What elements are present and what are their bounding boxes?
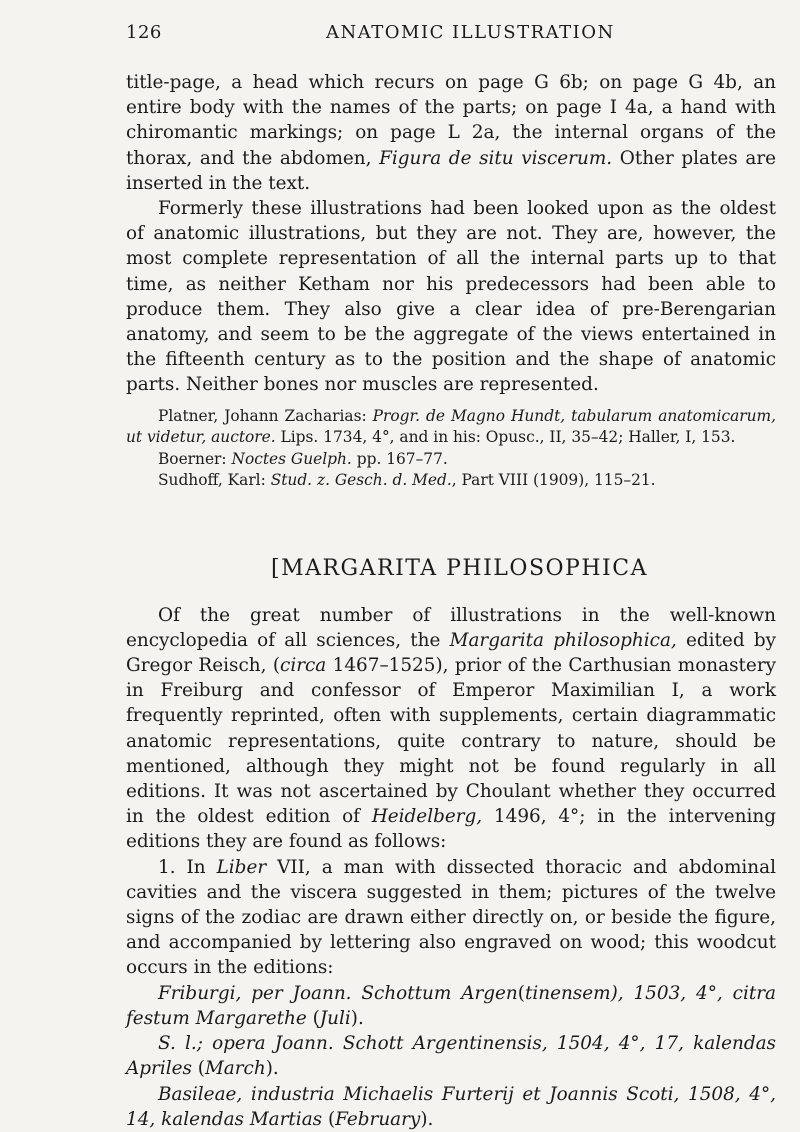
reference-platner: Platner, Johann Zacharias: Progr. de Magno Hundt, tabularum anatomicarum, ut videtur, auctore. Lips. 1734, 4°, and in his: Opusc., II, 35–42; Haller, I, 153. bbox=[126, 406, 776, 447]
section-heading: [MARGARITA PHILOSOPHICA bbox=[271, 555, 648, 581]
reference-boerner: Boerner: Noctes Guelph. pp. 167–77. bbox=[158, 449, 448, 468]
paragraph-continued: title-page, a head which recurs on page G 6b; on page G 4b, an entire body with the names of the parts; on page I 4a, a hand with chiromantic markings; on page L 2a, the internal organs of the thorax, and the abdomen, Figura de situ viscerum. Other plates are inserted in the text. bbox=[126, 72, 776, 194]
edition-entry: Friburgi, per Joann. Schottum Argen(tinensem), 1503, 4°, citra festum Margarethe (Juli). bbox=[126, 982, 776, 1029]
paragraph-liber-vii: 1. In Liber VII, a man with dissected thoracic and abdominal cavities and the viscera suggested in them; pictures of the twelve signs of the zodiac are drawn either directly on, or beside the figure, and accompanied by lettering also engraved on wood; this woodcut occurs in the editions: bbox=[126, 856, 776, 979]
reference-sudhoff: Sudhoff, Karl: Stud. z. Gesch. d. Med., Part VIII (1909), 115–21. bbox=[158, 471, 656, 490]
paragraph-illustrations-assessment: Formerly these illustrations had been looked upon as the oldest of anatomic illustrations, but they are not. They are, however, the most complete representation of all the internal parts up to that time, as neither Ketham nor his predecessors had been able to produce them. They also give a clear idea of pre-Berengarian anatomy, and seem to be the aggregate of the views entertained in the fifteenth century as to the position and the shape of anatomic parts. Neither bones nor muscles are represented. bbox=[126, 198, 776, 396]
paragraph-margarita-intro: Of the great number of illustrations in the well-known encyclopedia of all sciences, the Margarita philosophica, edited by Gregor Reisch, (circa 1467–1525), prior of the Carthusian monastery in Freiburg and confessor of Emperor Maximilian I, a work frequently reprinted, often with supplements, certain diagrammatic anatomic representations, quite contrary to nature, should be mentioned, although they might not be found regularly in all editions. It was not ascertained by Choulant whether they occurred in the oldest edition of Heidelberg, 1496, 4°; in the intervening editions they are found as follows: bbox=[126, 604, 776, 853]
page-body bbox=[126, 70, 776, 1132]
bibliography bbox=[126, 406, 776, 492]
running-header bbox=[126, 22, 776, 50]
edition-list bbox=[126, 981, 776, 1132]
running-title: ANATOMIC ILLUSTRATION bbox=[326, 22, 615, 43]
edition-entry: Basileae, industria Michaelis Furterij et Joannis Scoti, 1508, 4°, 14, kalendas Martias (February). bbox=[126, 1083, 776, 1130]
page-number: 126 bbox=[126, 22, 162, 43]
edition-entry: S. l.; opera Joann. Schott Argentinensis, 1504, 4°, 17, kalendas Apriles (March). bbox=[126, 1033, 776, 1080]
